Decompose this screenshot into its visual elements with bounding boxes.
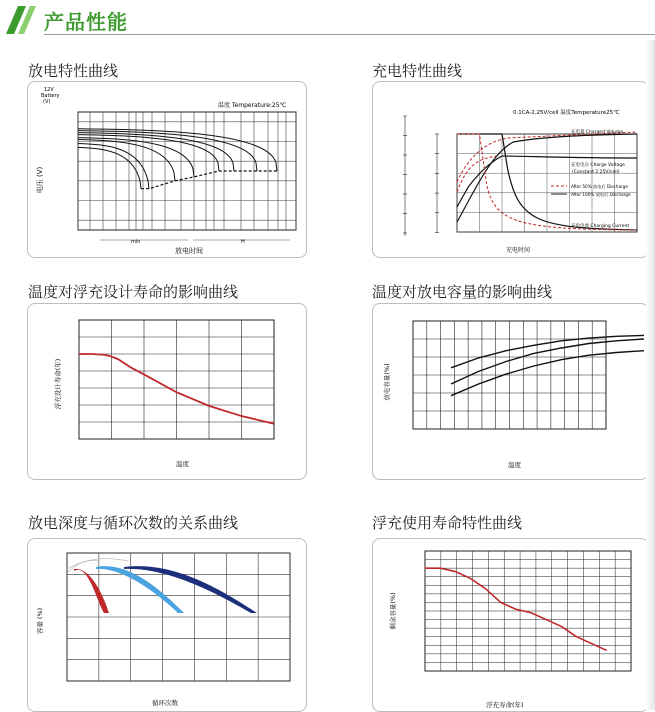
dod-cycles-chart-panel — [27, 538, 307, 712]
charge-label-constant: (Constant 2.25V/cell) — [572, 170, 620, 175]
discharge-curve-3C — [78, 147, 141, 188]
float-life-grid — [425, 551, 631, 671]
dod-cycles-chart — [28, 539, 306, 711]
dod-ylabel: 容量 (%) — [36, 607, 44, 635]
temp-life-chart-panel — [27, 303, 307, 480]
charge-label-volume: 充电量 Charged Volume — [571, 130, 624, 135]
charge-chart-panel — [372, 81, 649, 258]
section-title-charge: 充电特性曲线 — [372, 62, 463, 80]
section-title-temp-life: 温度对浮充设计寿命的影响曲线 — [28, 283, 239, 301]
float-life-xlabel: 浮充寿命(年) — [486, 701, 524, 709]
discharge-x-unit-min: min — [131, 239, 141, 245]
temp-life-xlabel: 温度 — [176, 460, 189, 468]
charge-chart — [373, 82, 648, 257]
temp-capacity-chart — [373, 304, 648, 479]
discharge-ylabel-small-1: 12V — [44, 87, 54, 93]
float-life-chart — [373, 539, 648, 711]
charge-ticks — [403, 116, 439, 236]
temp-life-grid — [79, 320, 274, 439]
temp-capacity-xlabel: 温度 — [508, 461, 521, 469]
charge-legend-100: After 100% 放电后 Discharge — [571, 192, 631, 197]
header-divider — [44, 34, 655, 35]
section-title-float-life: 浮充使用寿命特性曲线 — [372, 514, 523, 532]
dod-area-0 — [74, 569, 109, 613]
discharge-curves — [78, 129, 277, 189]
float-life-chart-panel — [372, 538, 649, 712]
dod-area-2 — [124, 566, 257, 613]
temp-life-chart — [28, 304, 306, 479]
temp-capacity-curves — [451, 335, 644, 395]
temp-capacity-chart-panel — [372, 303, 649, 480]
discharge-curve-2C — [78, 143, 149, 188]
section-title-discharge: 放电特性曲线 — [28, 62, 119, 80]
brand-stripes-icon — [4, 4, 38, 34]
discharge-chart — [28, 82, 306, 257]
discharge-annotation: 温度 Temperature:25℃ — [218, 102, 287, 109]
temp-capacity-ylabel: 放电容量(%) — [383, 363, 391, 401]
charge-label-voltage: 充电电压 Charge Voltage — [571, 163, 625, 168]
discharge-x-unit-h: H — [241, 239, 245, 245]
charge-legend-50: After 50% 放电后 Discharge — [571, 184, 628, 189]
dod-xlabel: 循环次数 — [152, 699, 178, 707]
header-bar — [0, 0, 655, 40]
charge-grid — [457, 134, 637, 232]
section-title-dod: 放电深度与循环次数的关系曲线 — [28, 514, 239, 532]
charge-label-current: 充电电流 Charging Current — [571, 224, 630, 229]
discharge-chart-panel — [27, 81, 307, 258]
float-life-curve — [425, 568, 607, 650]
page-title: 产品性能 — [44, 10, 128, 34]
temp-capacity-curve-1 — [451, 339, 644, 384]
dod-grid — [67, 553, 290, 681]
discharge-ylabel: 电压 (V) — [36, 166, 44, 194]
temp-capacity-grid — [413, 321, 606, 429]
charge-annotation: 0.1CA-2.25V/cell 温度Temperature25℃ — [513, 110, 620, 116]
discharge-xlabel: 放电时间 — [175, 247, 203, 255]
discharge-ylabel-small-2: Battery — [41, 93, 60, 99]
discharge-cutoff-line — [141, 171, 277, 189]
dod-shapes — [67, 559, 257, 613]
float-life-ylabel: 剩余容量(%) — [389, 592, 397, 630]
charge-xlabel: 充电时间 — [506, 247, 531, 254]
temp-life-ylabel: 浮充设计寿命(年) — [54, 358, 62, 410]
page-edge-shadow — [646, 40, 655, 710]
discharge-ylabel-small-3: (V) — [43, 99, 51, 105]
section-title-temp-capacity: 温度对放电容量的影响曲线 — [372, 283, 553, 301]
